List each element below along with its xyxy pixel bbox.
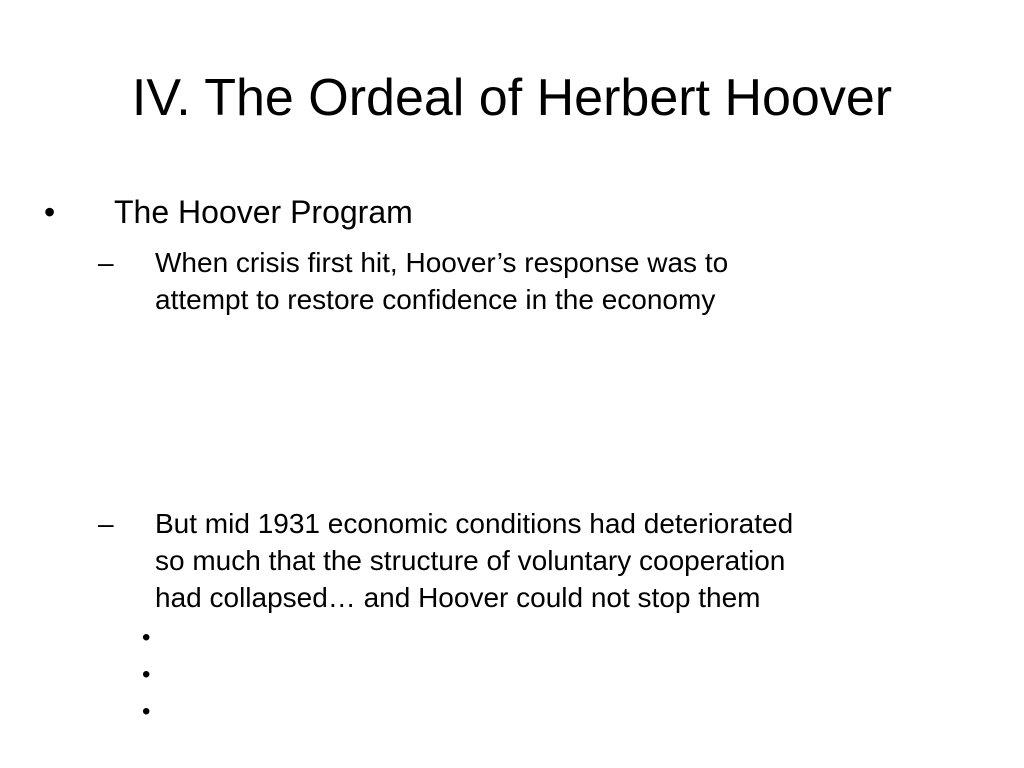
empty-bullet: • xyxy=(142,698,151,725)
subpoint-line: had collapsed… and Hoover could not stop them xyxy=(155,582,761,613)
empty-bullet: • xyxy=(142,661,151,688)
dash-marker: – xyxy=(98,247,114,278)
bullet-text: The Hoover Program xyxy=(114,194,413,230)
slide-title: IV. The Ordeal of Herbert Hoover xyxy=(131,69,893,127)
subpoint-text xyxy=(155,244,955,318)
dash-marker: – xyxy=(98,508,114,539)
subpoint-line: so much that the structure of voluntary cooperation xyxy=(155,545,786,576)
bullet-marker: • xyxy=(44,194,56,230)
subpoint-line: attempt to restore confidence in the economy xyxy=(155,284,716,315)
subpoint-line: When crisis first hit, Hoover’s response was to xyxy=(155,247,729,278)
subpoint-line: But mid 1931 economic conditions had deteriorated xyxy=(155,508,794,539)
subpoint-text xyxy=(155,505,955,616)
empty-bullet: • xyxy=(142,624,151,651)
